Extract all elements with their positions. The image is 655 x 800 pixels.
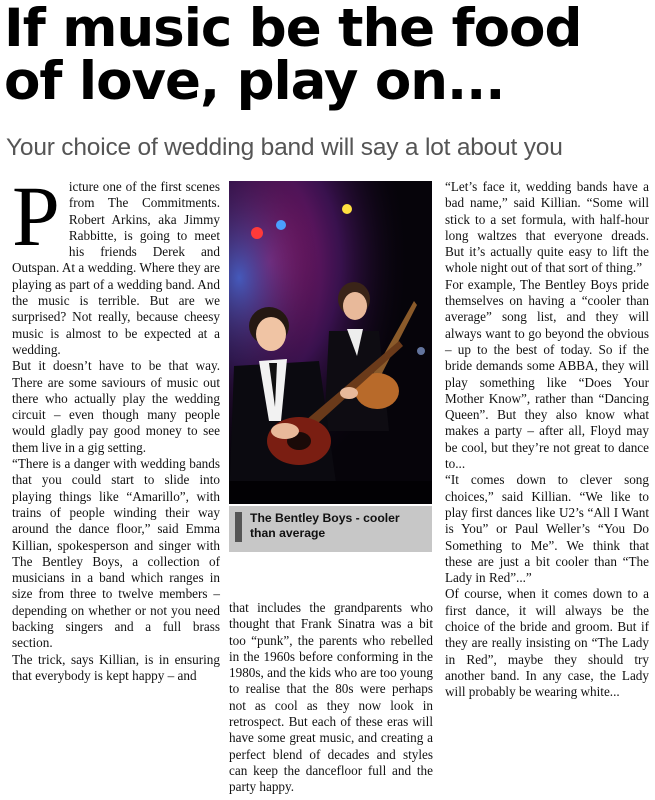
paragraph: that includes the grandparents who thought that Frank Sinatra was a bit too “punk”, the parents who rebelled in the 1960s before conforming in the 1980s, and the kids who are too young to realise that the 80s were perhaps not as cool as they now look in retrospect. But each of these eras will have some great music, and creating a perfect blend of decades and styles can keep the dancefloor full and the party happy. xyxy=(229,600,433,795)
paragraph: “There is a danger with wedding bands that you could start to slide into playing things like “Amarillo”, with trains of people winding their way around the dance floor,” said Emma Killian, spokesperson and singer with The Bentley Boys, a collection of musicians in a band which ranges in size from three to twelve members – depending on whether or not you need backing singers and a full brass section. xyxy=(12,456,220,651)
subheadline: Your choice of wedding band will say a lot about you xyxy=(6,134,563,161)
paragraph xyxy=(12,168,220,358)
paragraph: For example, The Bentley Boys pride themselves on having a “cooler than average” song list, and they will always want to go beyond the obvious – up to the best of today. So if the bride demands some ABBA, they will play something like “Does Your Mother Know”, rather than “Dancing Queen”. But they also know what makes a party – after all, Floyd may be cool, but they’re not great to dance to... xyxy=(445,276,649,472)
paragraph: “It comes down to clever song choices,” said Killian. “We like to play first dances like U2’s “All I Want is You” or Paul Weller’s “You Do Something to Me”. We think that these are just a bit cooler than “The Lady in Red”...” xyxy=(445,472,649,586)
article-column-1 xyxy=(12,168,220,684)
photo-caption-text: The Bentley Boys - cooler than average xyxy=(250,511,400,540)
paragraph: Of course, when it comes down to a first dance, it will always be the choice of the bride and groom. But if they are really insisting on “The Lady in Red”, maybe they should try another band. In any case, the Lady will probably be wearing white... xyxy=(445,586,649,700)
paragraph-text: icture one of the first scenes from The Commitments. Robert Arkins, aka Jimmy Rabbitte, is going to meet his friends Derek and Outspan. At a wedding. Where they are playing as part of a wedding band. And the music is terrible. But are we surprised? Not really, because cheesy music is almost to be expected at a wedding. xyxy=(12,179,220,357)
headline: If music be the food of love, play on... xyxy=(4,0,582,112)
article-column-3 xyxy=(445,179,649,701)
caption-accent-bar xyxy=(235,512,242,542)
band-photo-illustration xyxy=(229,181,432,504)
photo-caption xyxy=(229,506,432,552)
band-photo xyxy=(229,181,432,504)
drop-cap: P xyxy=(12,168,60,264)
paragraph: But it doesn’t have to be that way. There are some saviours of music out there who actually play the wedding circuit – even though many people would gladly pay good money to see them live in a gig setting. xyxy=(12,358,220,455)
article-column-2 xyxy=(229,600,433,796)
paragraph: “Let’s face it, wedding bands have a bad name,” said Killian. “Some will stick to a set formula, with half-hour long waltzes that everyone dreads. But it’s actually quite easy to lift the whole night out of that sort of thing.” xyxy=(445,179,649,276)
paragraph: The trick, says Killian, is in ensuring that everybody is kept happy – and xyxy=(12,651,220,683)
